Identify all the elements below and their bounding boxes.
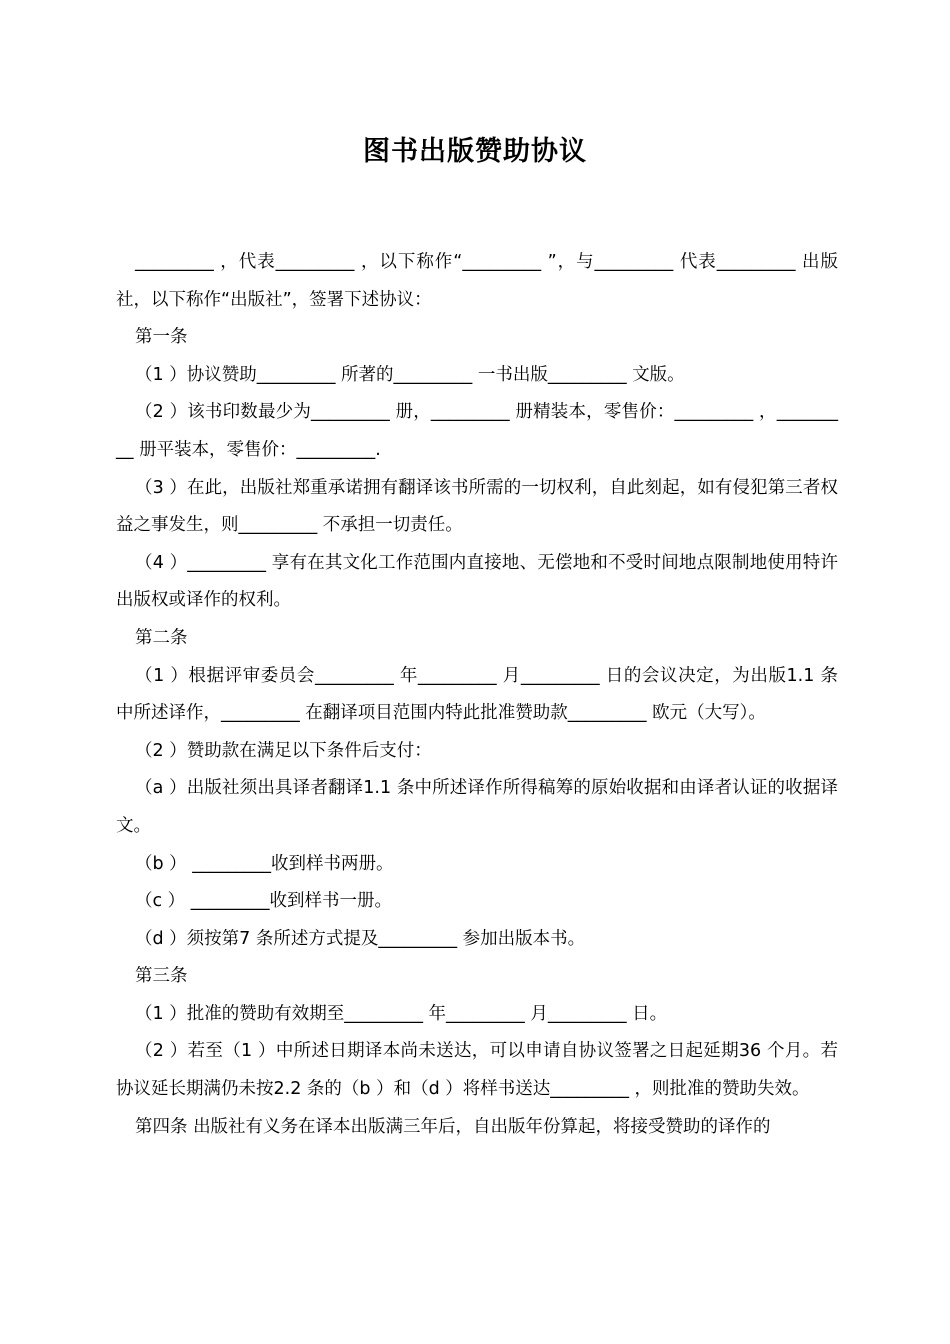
document-body [116,244,838,1146]
article-1-clause-4: （4 ）_________ 享有在其文化工作范围内直接地、无偿地和不受时间地点限制地使用特许出版权或译作的权利。 [116,552,838,611]
article-2-condition-d: （d ）须按第7 条所述方式提及_________ 参加出版本书。 [135,928,586,949]
article-1-heading: 第一条 [135,327,188,348]
article-2-clause-1: （1 ）根据评审委员会_________ 年_________ 月_________ 日的会议决定，为出版1.1 条中所述译作，_________ 在翻译项目范围内特此批准赞助款_________ 欧元（大写）。 [116,665,838,724]
article-1-clause-3: （3 ）在此，出版社郑重承诺拥有翻译该书所需的一切权利，自此刻起，如有侵犯第三者权益之事发生，则_________ 不承担一切责任。 [116,477,838,536]
article-2-condition-c: （c ） _________收到样书一册。 [135,891,392,912]
article-2-heading: 第二条 [135,627,188,648]
article-3-clause-1: （1 ）批准的赞助有效期至_________ 年_________ 月_________ 日。 [135,1003,668,1024]
intro-paragraph: _________ ，代表_________ ，以下称作“_________ ”，与_________ 代表_________ 出版社，以下称作“出版社”，签署下述协议： [116,252,838,310]
article-4-paragraph: 第四条 出版社有义务在译本出版满三年后，自出版年份算起，将接受赞助的译作的 [135,1116,771,1137]
article-3-clause-2: （2 ）若至（1 ）中所述日期译本尚未送达，可以申请自协议签署之日起延期36 个月。若协议延长期满仍未按2.2 条的（b ）和（d ）将样书送达_________ ，则批准的赞助失效。 [116,1041,838,1100]
document-title: 图书出版赞助协议 [363,136,587,167]
article-1-clause-1: （1 ）协议赞助_________ 所著的_________ 一书出版_________ 文版。 [135,364,685,385]
article-3-heading: 第三条 [135,966,188,987]
article-2-condition-b: （b ） _________收到样书两册。 [135,853,394,874]
article-2-clause-2: （2 ）赞助款在满足以下条件后支付： [135,740,432,761]
article-1-clause-2: （2 ）该书印数最少为_________ 册，_________ 册精装本，零售价：_________ ，_________ 册平装本，零售价：_________. [116,402,838,460]
article-2-condition-a: （a ）出版社须出具译者翻译1.1 条中所述译作所得稿筹的原始收据和由译者认证的收据译文。 [116,778,838,836]
